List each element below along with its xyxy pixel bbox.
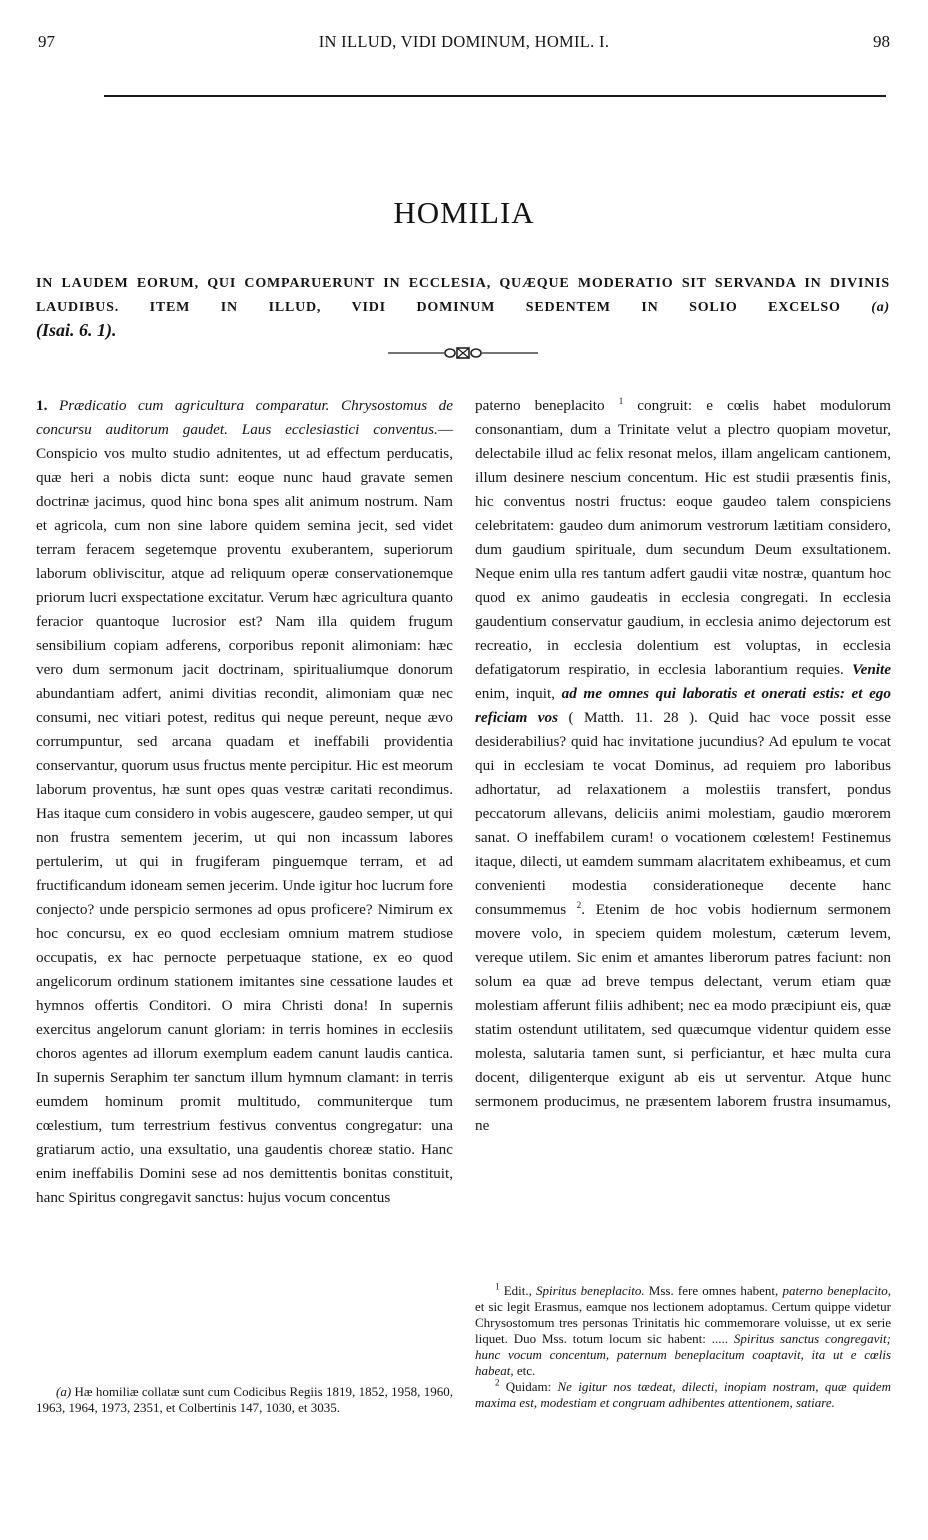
- footnote-mark: (a): [56, 1384, 72, 1399]
- page-number-left: 97: [38, 32, 55, 51]
- footnote-text: paterno beneplacito: [782, 1283, 888, 1298]
- right-column: [475, 394, 891, 1138]
- subtitle-scripture-ref: (Isai. 6. 1).: [36, 320, 117, 340]
- footnote-left: [36, 1384, 453, 1416]
- text-run: . Etenim de hoc vobis hodiernum sermonem movere volo, in speciem quidem molestum, cæterum levem, vereque utilem. Sic enim et amantes liberorum patres faciunt: non solum ea quæ ad breve tempus delectant, verum etiam quæ molestiam afferunt filiis adhibent; nec ea modo præcipiunt eis, quæ statim ostendunt utilitatem, sed quæcumque videntur quidem esse molesta, salutaria tamen sunt, si perficiantur, et hæc multa cura docent, diligenterque exigunt ab eis ut serventur. Atque hunc sermonem producimus, ne præsentem laborem frustra insumamus, ne: [475, 901, 891, 1134]
- footnote-ref-2: 2: [576, 899, 582, 910]
- footnote-text: , et sic legit Erasmus, eamque nos lectionem adoptamus. Certum quippe videtur Chrysostomum tres personas Trinitatis hic commemorare voluisse, ut ex serie liquet. Duo Mss. totum locum sic habent: .....: [475, 1283, 892, 1346]
- section-number: 1.: [36, 397, 48, 414]
- section-summary: Prædicatio cum agricultura comparatur. Chrysostomus de concursu auditorum gaudet. Laus ecclesiastici conventus.: [36, 397, 453, 438]
- homily-subtitle: [36, 272, 890, 320]
- footnote-1: [475, 1283, 891, 1379]
- page-number-right: 98: [873, 32, 890, 51]
- text-run: paterno beneplacito: [475, 397, 605, 414]
- footnote-mark: 1: [495, 1281, 500, 1292]
- left-column-text: [36, 394, 453, 1210]
- subtitle-line-1: IN LAUDEM EORUM, QUI COMPARUERUNT IN ECCLESIA, QUÆQUE MODERATIO SIT SERVANDA IN: [36, 276, 822, 291]
- footnote-text: Spiritus beneplacito.: [536, 1283, 645, 1298]
- header-rule: [104, 95, 886, 97]
- footnote-text: Edit.,: [503, 1283, 537, 1298]
- scripture-quote: ad me omnes qui laboratis et onerati estis: et ego reficiam vos: [475, 685, 891, 726]
- footnote-text: Spiritus sanctus congregavit; hunc vocum concentum, paternum beneplacitum coaptavit, ita ut e cœlis habeat,: [475, 1331, 891, 1378]
- right-column-text: [475, 394, 891, 1138]
- left-column-body: —Conspicio vos multo studio adnitentes, ut ad effectum perducatis, quæ heri a nobis dicta sunt: eoque nunc haud gravate semen doctrinæ jacimus, quod hinc bona spes alit animum nostrum. Nam et agricola, cum non sine labore quidem semina jecit, sed videt terram feracem segetemque proventu exuberantem, superiorum laborum obliviscitur, atque ad reliquum operæ conservationemque priorum lucri exspectatione excitatur. Verum hæc agricultura quanto feracior quantoque lucrosior est? Nam illa quidem frugum sensibilium copiam adferens, corporibus reponit alimoniam: hæc vero dum sermonum jacit doctrinam, spiritualiumque donorum abundantiam adfert, animi divitias recondit, alimoniam quæ nec consumi, nec vitiari potest, reditus qui neque pereunt, neque ævo corrumpuntur, sed arcana quadam et ineffabili providentia conservantur, quorum usus fructus mente percipitur. Hic est meorum laborum proventus, hæ sunt opes quas vestræ caritati recondimus. Has itaque cum considero in vobis augescere, gaudeo semper, ut qui non frustra sementem jecerim, ut qui non incassum labores pertulerim, ut qui in frugiferam pinguemque terram, et ad fructificandum idoneam semen jecerim. Unde igitur hoc lucrum fore conjecto? unde perspicio sermones ad opus proficere? Nimirum ex hoc concursu, ex eo quod ecclesiam omnium matrem studiose occupatis, ex hac pernocte perpetuaque statione, ex eo quod angelicorum ordinum stationem imitantes sine cessatione laudes et hymnos offertis Conditori. O mira Christi dona! In supernis exercitus angelorum canunt gloriam: in terris homines in ecclesiis choros agentes ad illorum exemplum eadem canunt laudis cantica. In supernis Seraphim ter sanctum illum hymnum clamant: in terris eumdem hominum promit multitudo, communiterque tum cœlestium, tum terrestrium festivus conventus congregatur: una gratiarum actio, una exsultatio, una gaudentis choreæ statio. Hanc enim ineffabilis Domini sese ad nos demittentis bonitas constituit, hanc Spiritus congregavit sanctus: hujus vocum concentus: [36, 421, 453, 1206]
- running-title: IN ILLUD, VIDI DOMINUM, HOMIL. I.: [318, 32, 610, 51]
- subtitle-line-2: DIVINIS LAUDIBUS. ITEM IN ILLUD, VIDI DOMINUM SEDENTEM IN SOLIO EXCELSO: [36, 276, 890, 315]
- text-run: enim, inquit,: [475, 685, 562, 702]
- homily-title: HOMILIA: [393, 195, 535, 230]
- footnote-a: [36, 1384, 453, 1416]
- footnote-text: Ne igitur nos tædeat, dilecti, inopiam nostram, quæ quidem maxima est, modestiam et congruam adhibentes attentionem, satiare.: [475, 1379, 892, 1410]
- footnote-text: Quidam:: [505, 1379, 558, 1394]
- footnote-text: Hæ homiliæ collatæ sunt cum Codicibus Regiis 1819, 1852, 1958, 1960, 1963, 1964, 1973, 2351, et Colbertinis 147, 1030, et 3035.: [36, 1384, 453, 1415]
- left-column: [36, 394, 453, 1210]
- text-run: congruit: e cœlis habet modulorum consonantiam, dum a Trinitate velut a plectro quopiam movetur, delectabile illud ac felix resonat melos, illam angelicam cantionem, illum desinere nescium concentum. Hic est studii præsentis finis, hic conventus nostri fructus: eoque gaudeo talem conspiciens celebritatem: gaudeo dum animorum vestrorum lætitiam considero, dum gaudium spirituale, dum secundum Deum exsultationem. Neque enim ulla res tantum adfert gaudii vitæ nostræ, quantum hoc quod ex animo gaudeatis in ecclesia congregati. In ecclesia gaudentium conservatur gaudium, in ecclesia animo dejectorum est recreatio, in ecclesia dolentium est voluptas, in ecclesia defatigatorum respiratio, in ecclesia laborantium requies.: [475, 397, 891, 678]
- footnotes-right: [475, 1283, 891, 1411]
- footnote-text: etc.: [513, 1363, 536, 1378]
- footnote-mark: 2: [495, 1377, 500, 1388]
- page-header: [38, 32, 890, 56]
- footnote-ref-1: 1: [618, 395, 624, 406]
- ornament-divider-icon: [388, 346, 538, 360]
- scripture-citation: ( Matth. 11. 28 ).: [558, 709, 709, 726]
- quote-word: Venite: [852, 661, 891, 678]
- subtitle-note-ref: (a): [871, 300, 890, 315]
- footnote-text: Mss. fere omnes habent,: [644, 1283, 783, 1298]
- footnote-2: [475, 1379, 891, 1411]
- text-run: Quid hac voce possit esse desiderabilius? quid hac invitatione jucundius? Ad epulum te vocat qui in ecclesiam te vocat Dominus, ad requiem pro laboribus adhortatur, ad relaxationem a molestiis transfert, pondus peccatorum allevans, deliciis animi molestiam, gaudio mœrorem sanat. O ineffabilem curam! o vocationem cœlestem! Festinemus itaque, dilecti, ut eamdem summam alacritatem exhibeamus, et cum convenienti modestia considerationeque decente hanc consummemus: [475, 709, 891, 918]
